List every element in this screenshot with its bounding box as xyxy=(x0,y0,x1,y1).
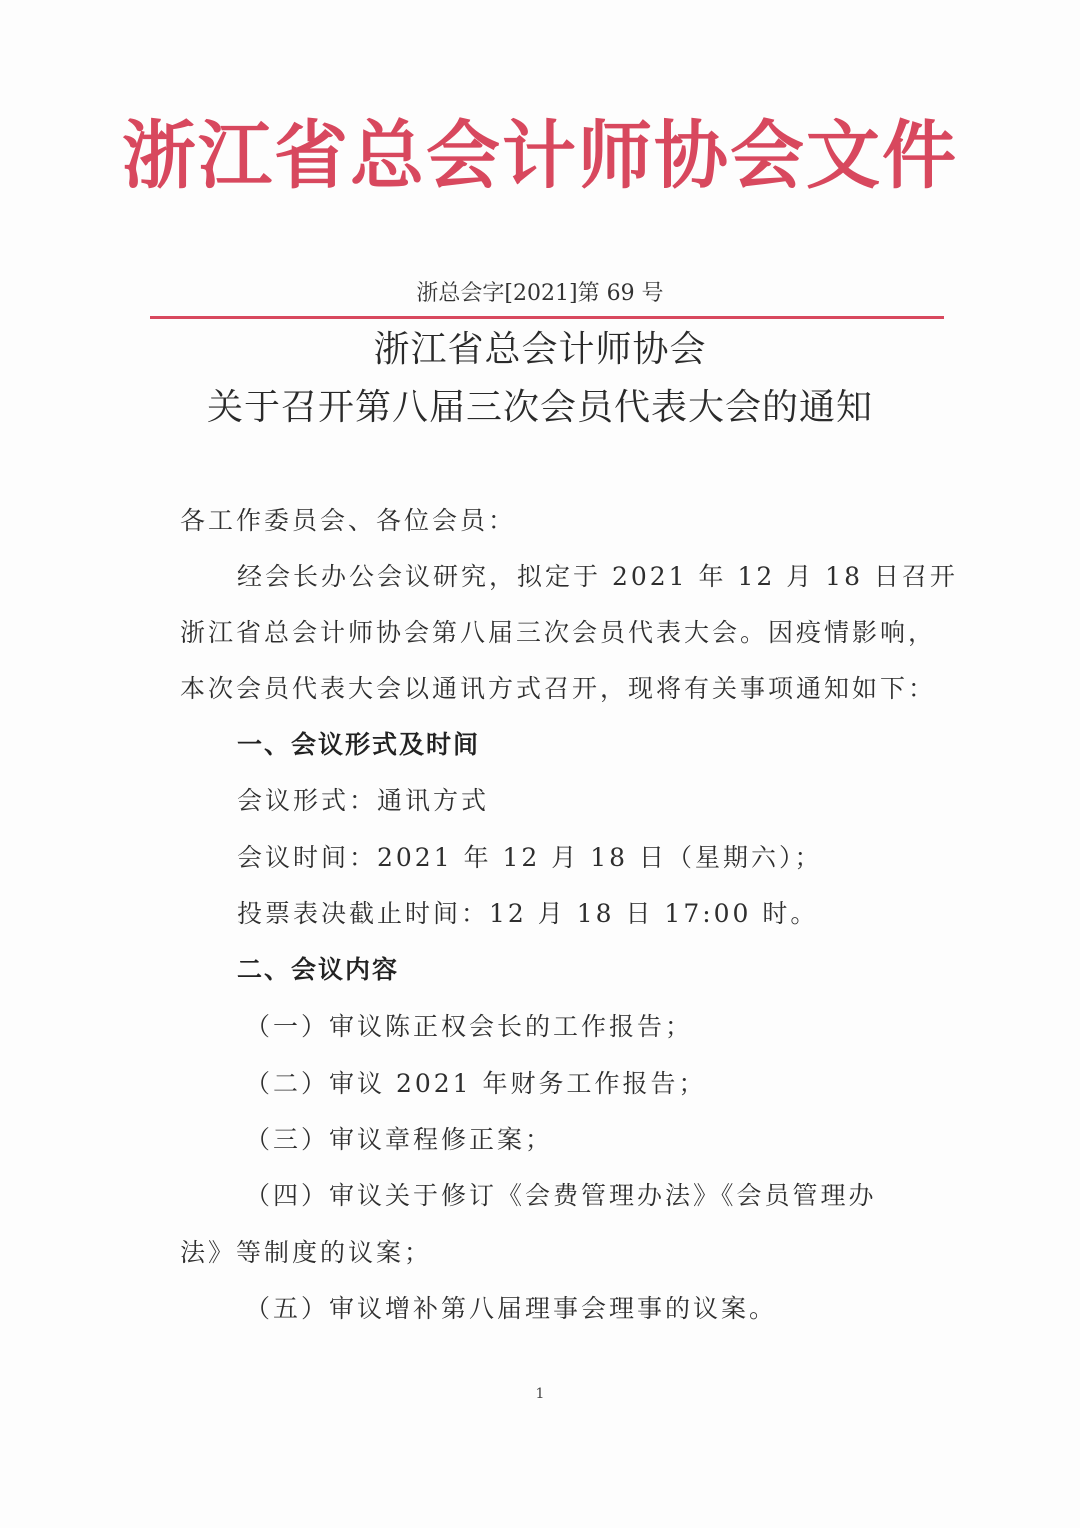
meeting-time: 会议时间：2021 年 12 月 18 日（星期六）； xyxy=(237,843,823,872)
voting-deadline: 投票表决截止时间：12 月 18 日 17:00 时。 xyxy=(237,899,819,928)
notice-title-line-2: 关于召开第八届三次会员代表大会的通知 xyxy=(206,387,873,428)
masthead-title: 浙江省总会计师协会文件 xyxy=(122,113,958,199)
section-1-heading: 一、会议形式及时间 xyxy=(237,730,481,759)
intro-line-2: 浙江省总会计师协会第八届三次会员代表大会。因疫情影响， xyxy=(180,618,937,647)
document-number: 浙总会字[2021]第 69 号 xyxy=(416,281,664,306)
intro-line-1: 经会长办公会议研究，拟定于 2021 年 12 月 18 日召开 xyxy=(237,562,958,591)
agenda-item-4-line-1: （四）审议关于修订《会费管理办法》《会员管理办 xyxy=(245,1181,877,1210)
agenda-item-4-line-2: 法》等制度的议案； xyxy=(180,1238,433,1267)
agenda-item-1: （一）审议陈正权会长的工作报告； xyxy=(245,1012,694,1041)
notice-title-line-1: 浙江省总会计师协会 xyxy=(373,329,707,370)
agenda-item-5: （五）审议增补第八届理事会理事的议案。 xyxy=(245,1294,778,1323)
meeting-form: 会议形式：通讯方式 xyxy=(237,786,490,815)
page-number: 1 xyxy=(535,1386,545,1402)
salutation: 各工作委员会、各位会员： xyxy=(180,506,517,535)
agenda-item-2: （二）审议 2021 年财务工作报告； xyxy=(245,1069,707,1098)
intro-line-3: 本次会员代表大会以通讯方式召开，现将有关事项通知如下： xyxy=(180,674,937,703)
agenda-item-3: （三）审议章程修正案； xyxy=(245,1125,554,1154)
red-divider-line xyxy=(150,316,944,319)
section-2-heading: 二、会议内容 xyxy=(237,955,400,984)
